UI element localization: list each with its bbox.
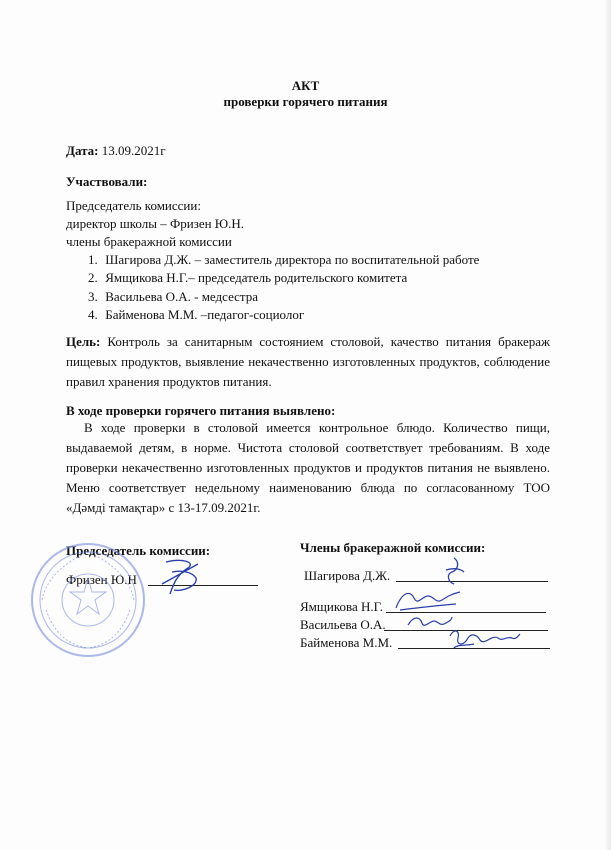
- goal-paragraph: [66, 332, 550, 392]
- list-number: 2.: [88, 270, 98, 285]
- member-text: Васильева О.А. - медсестра: [105, 289, 259, 304]
- member-text: Байменова М.М. –педагог-социолог: [105, 307, 305, 322]
- list-number: 4.: [88, 307, 98, 322]
- sig-member-name: Ямщикова Н.Г.: [300, 599, 383, 614]
- participants-heading: Участвовали:: [66, 174, 148, 189]
- date-label: Дата:: [66, 143, 99, 158]
- document-title: АКТ: [291, 78, 320, 93]
- member-text: Шагирова Д.Ж. – заместитель директора по воспитательной работе: [105, 252, 480, 267]
- findings-heading: В ходе проверки горячего питания выявлено:: [66, 403, 336, 418]
- member-text: Ямщикова Н.Г.– председатель родительского комитета: [105, 270, 408, 285]
- chair-line: директор школы – Фризен Ю.Н.: [66, 216, 245, 231]
- sig-member-name: Шагирова Д.Ж.: [304, 568, 391, 583]
- sig-member-name: Байменова М.М.: [300, 635, 393, 650]
- list-item: [88, 252, 479, 268]
- date-value: 13.09.2021г: [101, 143, 166, 158]
- list-number: 3.: [88, 289, 98, 304]
- goal-label: Цель:: [66, 334, 101, 349]
- chair-signature-icon: [152, 556, 212, 598]
- member-signature-icon: [444, 626, 524, 652]
- page-edge-shadow: [605, 0, 611, 850]
- sig-member-name: Васильева О.А.: [300, 617, 386, 632]
- chair-heading: Председатель комиссии:: [66, 198, 201, 213]
- date-line: [66, 143, 166, 159]
- list-item: [88, 270, 407, 286]
- official-stamp-icon: [28, 540, 148, 660]
- sig-chair-heading: Председатель комиссии:: [66, 543, 211, 558]
- sig-member-line: [396, 581, 548, 582]
- document-subtitle: проверки горячего питания: [223, 94, 388, 109]
- goal-text: Контроль за санитарным состоянием столовой, качество питания бракераж пищевых продуктов, выявление некачественно изготовленных продуктов, соблюдение правил хранения продуктов питания.: [66, 334, 551, 389]
- members-heading: члены бракеражной комиссии: [66, 234, 232, 249]
- member-signature-icon: [440, 556, 468, 588]
- list-number: 1.: [88, 252, 98, 267]
- sig-members-heading: Члены бракеражной комиссии:: [300, 540, 486, 555]
- list-item: [88, 289, 258, 305]
- findings-paragraph: В ходе проверки в столовой имеется контрольное блюдо. Количество пищи, выдаваемой детям, в норме. Чистота столовой соответствует требованиям. В ходе проверки некачественно изготовленных продуктов и продуктов питания не выявлено. Меню соответствует недельному наименованию блюда по согласованному ТОО «Дәмді тамақтар» с 13-17.09.2021г.: [66, 420, 550, 515]
- list-item: [88, 307, 304, 323]
- sig-chair-name: Фризен Ю.Н: [66, 572, 137, 587]
